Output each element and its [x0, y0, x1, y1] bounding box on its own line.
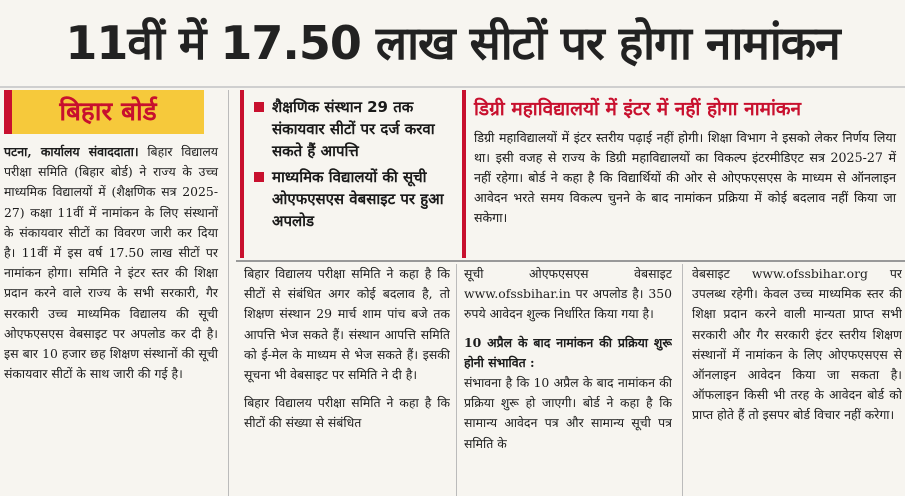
- column-divider: [228, 90, 229, 496]
- square-bullet-icon: [254, 172, 264, 182]
- degree-box-title: डिग्री महाविद्यालयों में इंटर में नहीं होगा नामांकन: [474, 98, 802, 120]
- dateline: पटना, कार्यालय संवाददाता।: [4, 144, 139, 159]
- square-bullet-icon: [254, 102, 264, 112]
- column-paragraph: सूची ओएफएसएस वेबसाइट www.ofssbihar.in पर अपलोड है। 350 रुपये आवेदन शुल्क निर्धारित किया गया है।: [464, 266, 672, 322]
- bullet-item: [254, 96, 452, 162]
- article-column-2: [244, 264, 450, 496]
- left-article-text: [4, 142, 218, 384]
- column-paragraph: वेबसाइट www.ofssbihar.org पर उपलब्ध रहेगी। केवल उच्च माध्यमिक स्तर की शिक्षा प्रदान करने वाली मान्यता प्राप्त सभी सरकारी और गैर सरकारी इंटर स्तरीय शिक्षण संस्थानों में नामांकन के लिए ओएफएसएस से ऑनलाइन आवेदन किया जा सकता है। ऑफलाइन किसी भी तरह के आवेदन बोर्ड को प्राप्त होते हैं तो इसपर बोर्ड विचार नहीं करेगा।: [692, 266, 902, 423]
- column-paragraph: संभावना है कि 10 अप्रैल के बाद नामांकन की प्रक्रिया शुरू हो जाएगी। बोर्ड ने कहा है कि सामान्य आवेदन पत्र और सामान्य सूची पत्र समिति के: [464, 375, 672, 451]
- bullet-text: माध्यमिक विद्यालयों की सूची ओएफएसएस वेबसाइट पर हुआ अपलोड: [272, 168, 444, 230]
- column-paragraph: बिहार विद्यालय परीक्षा समिति ने कहा है कि सीटों की संख्या से संबंधित: [244, 395, 450, 431]
- article-column-3: [464, 264, 672, 496]
- column-paragraph: बिहार विद्यालय परीक्षा समिति ने कहा है कि सीटों से संबंधित अगर कोई बदलाव है, तो शिक्षण संस्थान 29 मार्च शाम पांच बजे तक आपत्ति भेज सकते हैं। संस्थान आपत्ति समिति को ई-मेल के माध्यम से भेज सकते हैं। इसकी सूचना भी वेबसाइट पर समिति ने दी है।: [244, 266, 450, 383]
- article-column-4: [692, 264, 902, 496]
- left-article-body: बिहार विद्यालय परीक्षा समिति (बिहार बोर्ड) ने राज्य के उच्च माध्यमिक विद्यालयों में (शैक्षणिक सत्र 2025-27) कक्षा 11वीं में नामांकन के लिए संस्थानों के संकायवार सीटों का विवरण जारी कर दिया है। 11वीं में इस वर्ष 17.50 लाख सीटों पर नामांकन होगा। समिति ने इंटर स्तर की शिक्षा प्रदान करने वाले राज्य के सभी सरकारी, गैर सरकारी उच्च माध्यमिक विद्यालय की सूची ओएफएसएस वेबसाइट पर अपलोड कर दी है। इस बार 10 हजार छह शिक्षण संस्थानों की सूची संकायवार सीटों के साथ जारी की गई है।: [4, 144, 218, 382]
- degree-box-text: डिग्री महाविद्यालयों में इंटर स्तरीय पढ़ाई नहीं होगी। शिक्षा विभाग ने इसको लेकर निर्णय लिया था। इसी वजह से राज्य के डिग्री महाविद्यालयों का विकल्प इंटरमीडिएट सत्र 2025-27 में नहीं रहेगा। बोर्ड ने कहा है कि विद्यार्थियों की ओर से ओएफएसएस के माध्यम से ऑनलाइन आवेदन भरते समय विकल्प चुनने के बाद नामांकन प्रक्रिया में कोई बदलाव नहीं किया जा सकेगा।: [474, 130, 896, 225]
- left-column: [4, 90, 220, 496]
- section-rule: [236, 260, 905, 262]
- headline: 11वीं में 17.50 लाख सीटों पर होगा नामांकन: [65, 16, 840, 70]
- degree-college-box: [462, 90, 902, 258]
- highlight-bullets: [240, 90, 452, 258]
- board-label-box: [4, 90, 204, 134]
- column-divider: [682, 264, 683, 496]
- bullet-item: [254, 166, 452, 232]
- column-divider: [456, 264, 457, 496]
- headline-rule: [0, 86, 905, 88]
- board-label: बिहार बोर्ड: [59, 97, 157, 127]
- bullet-text: शैक्षणिक संस्थान 29 तक संकायवार सीटों पर दर्ज करवा सकते हैं आपत्ति: [272, 98, 435, 160]
- subheading: 10 अप्रैल के बाद नामांकन की प्रक्रिया शुरू होनी संभावित :: [464, 334, 672, 370]
